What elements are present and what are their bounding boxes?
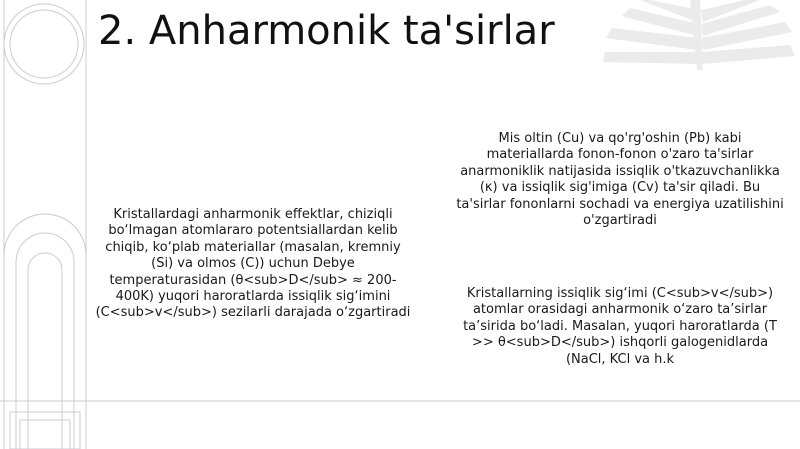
bottom-left-frames — [10, 412, 80, 449]
arch-decoration — [4, 214, 86, 449]
circle-outline-outer — [4, 4, 84, 84]
leaf-decoration — [603, 0, 795, 70]
left-paragraph: Kristallardagi anharmonik effektlar, chiziqli bo‘lmagan atomlararo potentsiallardan kelib chiqib, ko‘plab materiallar (masalan, kremniy (Si) va olmos (C)) uchun Debye temperaturasidan (θ<sub>D</sub> ≈ 200-400K) yuqori haroratlarda issiqlik sig‘imini (C<sub>v</sub>) sezilarli darajada o‘zgartiradi — [95, 207, 411, 321]
right-bottom-paragraph: Kristallarning issiqlik sig‘imi (C<sub>v</sub>) atomlar orasidagi anharmonik o‘zaro ta’sirlar ta’sirida bo‘ladi. Masalan, yuqori haroratlarda (T >> θ<sub>D</sub>) ishqorli galogenidlarda (NaCl, KCl va h.k — [463, 286, 777, 367]
circle-outline-inner — [10, 10, 78, 78]
slide-title: 2. Anharmonik ta'sirlar — [98, 8, 555, 54]
right-top-paragraph: Mis oltin (Cu) va qo'rg'oshin (Pb) kabi materiallarda fonon-fonon o'zaro ta'sirlar anarmoniklik natijasida issiqlik o'tkazuvchanlikka (κ) va issiqlik sig'imiga (Cv) ta'sir qiladi. Bu ta'sirlar fononlarni sochadi va energiya uzatilishini o'zgartiradi — [456, 131, 784, 229]
